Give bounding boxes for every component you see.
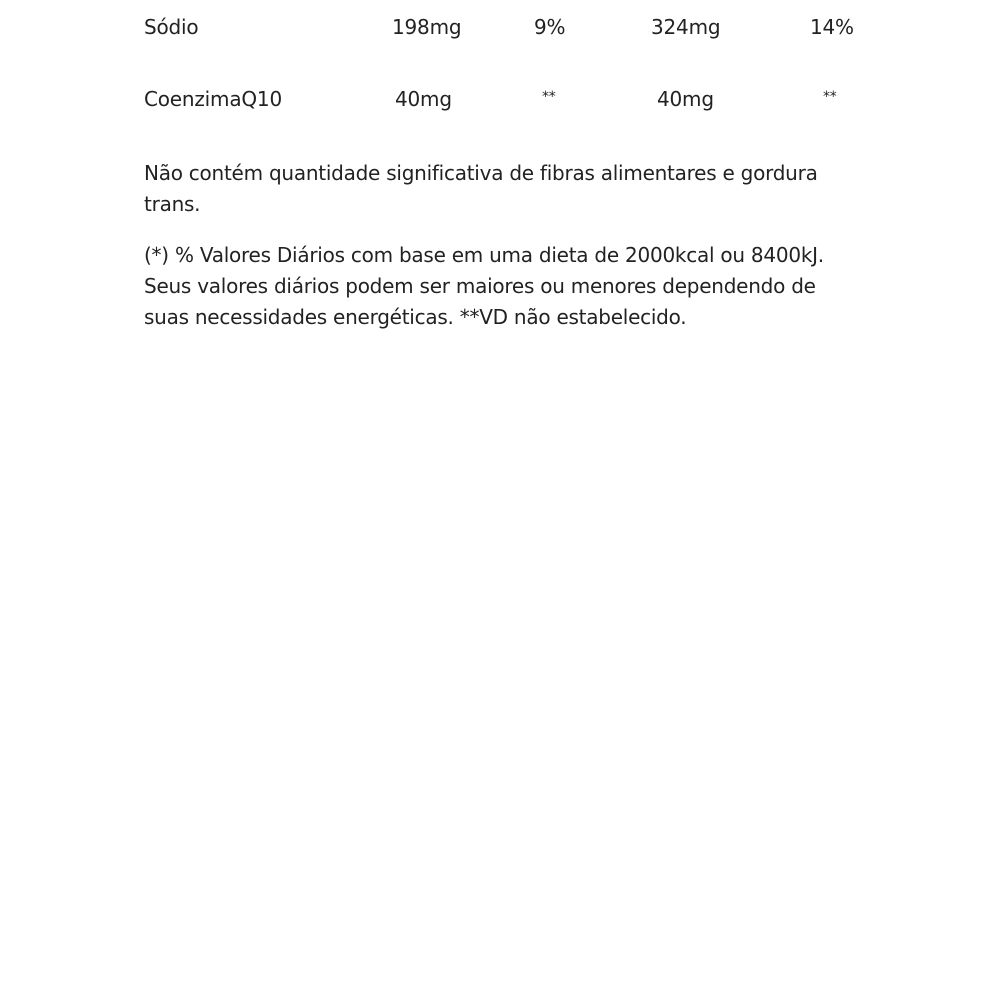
nutrient-name: CoenzimaQ10 <box>144 87 282 111</box>
nutrition-table <box>144 0 864 111</box>
table-row <box>144 7 864 47</box>
nutrient-dv-1: ** <box>542 89 556 105</box>
nutrient-dv-2: 14% <box>810 15 854 39</box>
nutrient-amount-1: 198mg <box>392 15 462 39</box>
nutrient-name: Sódio <box>144 15 199 39</box>
nutrient-amount-2: 40mg <box>657 87 714 111</box>
daily-values-note: (*) % Valores Diários com base em uma dieta de 2000kcal ou 8400kJ. Seus valores diários podem ser maiores ou menores dependendo de suas necessidades energéticas. **VD não estabelecido. <box>144 243 824 329</box>
fiber-note: Não contém quantidade significativa de fibras alimentares e gordura trans. <box>144 161 818 216</box>
nutrition-notes <box>144 158 824 353</box>
table-row <box>144 79 864 119</box>
nutrient-dv-1: 9% <box>534 15 566 39</box>
nutrient-dv-2: ** <box>823 89 837 105</box>
nutrient-amount-2: 324mg <box>651 15 721 39</box>
nutrient-amount-1: 40mg <box>395 87 452 111</box>
